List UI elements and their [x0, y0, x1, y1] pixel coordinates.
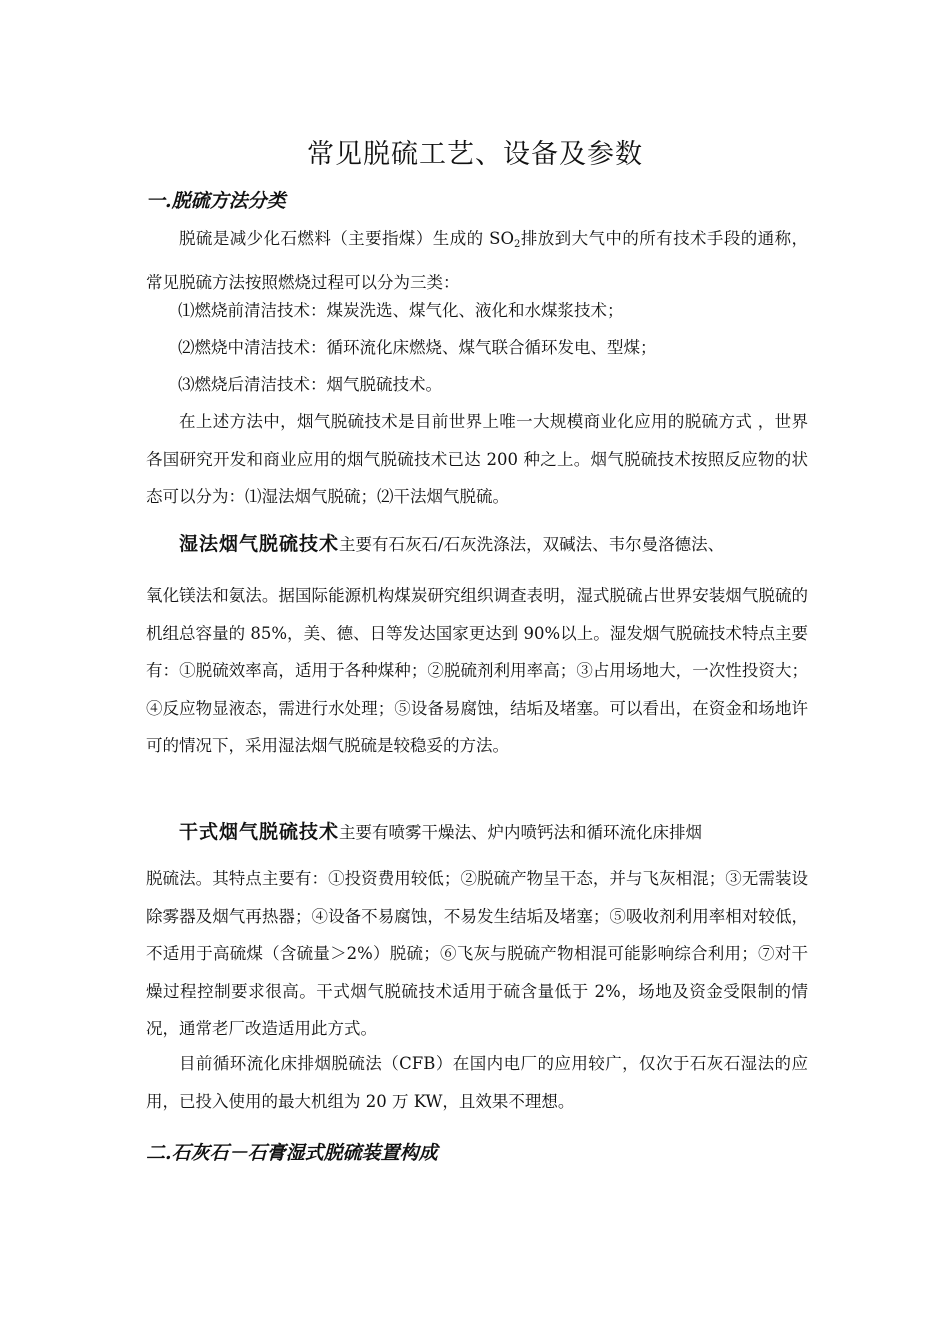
paragraph-intro — [146, 220, 808, 301]
dry-lead-term: 干式烟气脱硫技术 — [179, 821, 340, 843]
paragraph-cfb: 目前循环流化床排烟脱硫法（CFB）在国内电厂的应用较广，仅次于石灰石湿法的应用，已投入使用的最大机组为 20 万 KW，且效果不理想。 — [146, 1054, 808, 1111]
paragraph-dry-first-line — [146, 812, 808, 853]
page-title: 常见脱硫工艺、设备及参数 — [307, 139, 643, 170]
wet-lead-term: 湿法烟气脱硫技术 — [179, 533, 340, 555]
section-1-heading: 一.脱硫方法分类 — [146, 190, 286, 212]
wet-first-line-text: 主要有石灰石/石灰洗涤法，双碱法、韦尔曼洛德法、 — [339, 535, 725, 554]
paragraph-wet-first-line — [146, 524, 808, 565]
dry-first-line-text: 主要有喷雾干燥法、炉内喷钙法和循环流化床排烟 — [339, 823, 703, 842]
list-item: ⑶燃烧后清洁技术：烟气脱硫技术。 — [178, 375, 442, 394]
paragraph-dry: 脱硫法。其特点主要有：①投资费用较低；②脱硫产物呈干态，并与飞灰相混；③无需装设除雾器及烟气再热器；④设备不易腐蚀，不易发生结垢及堵塞；⑤吸收剂利用率相对较低，不适用于高硫煤（含硫量＞2%）脱硫；⑥飞灰与脱硫产物相混可能影响综合利用；⑦对干燥过程控制要求很高。干式烟气脱硫技术适用于硫含量低于 2%，场地及资金受限制的情况，通常老厂改造适用此方式。 — [146, 869, 808, 1038]
intro-text-2: 排放到大气中的所有技术手段的通称，常见脱硫方法按照燃烧过程可以分为三类： — [146, 229, 809, 292]
paragraph-methods: 在上述方法中，烟气脱硫技术是目前世界上唯一大规模商业化应用的脱硫方式 ，世界各国研究开发和商业应用的烟气脱硫技术已达 200 种之上。烟气脱硫技术按照反应物的状态可以分为：⑴湿法烟气脱硫；⑵干法烟气脱硫。 — [146, 412, 808, 506]
list-item: ⑴燃烧前清洁技术：煤炭洗选、煤气化、液化和水煤浆技术； — [178, 301, 624, 320]
intro-text-1: 脱硫是减少化石燃料（主要指煤）生成的 SO — [179, 229, 515, 248]
list-item: ⑵燃烧中清洁技术：循环流化床燃烧、煤气联合循环发电、型煤； — [178, 338, 657, 357]
section-2-heading: 二.石灰石－石膏湿式脱硫装置构成 — [146, 1142, 438, 1164]
paragraph-wet: 氧化镁法和氨法。据国际能源机构煤炭研究组织调查表明，湿式脱硫占世界安装烟气脱硫的机组总容量的 85%，美、德、日等发达国家更达到 90%以上。湿发烟气脱硫技术特点主要有：①脱硫效率高，适用于各种煤种；②脱硫剂利用率高；③占用场地大，一次性投资大；④反应物显液态，需进行水处理；⑤设备易腐蚀，结垢及堵塞。可以看出，在资金和场地许可的情况下，采用湿法烟气脱硫是较稳妥的方法。 — [146, 586, 808, 755]
intro-subscript: 2 — [514, 239, 521, 250]
